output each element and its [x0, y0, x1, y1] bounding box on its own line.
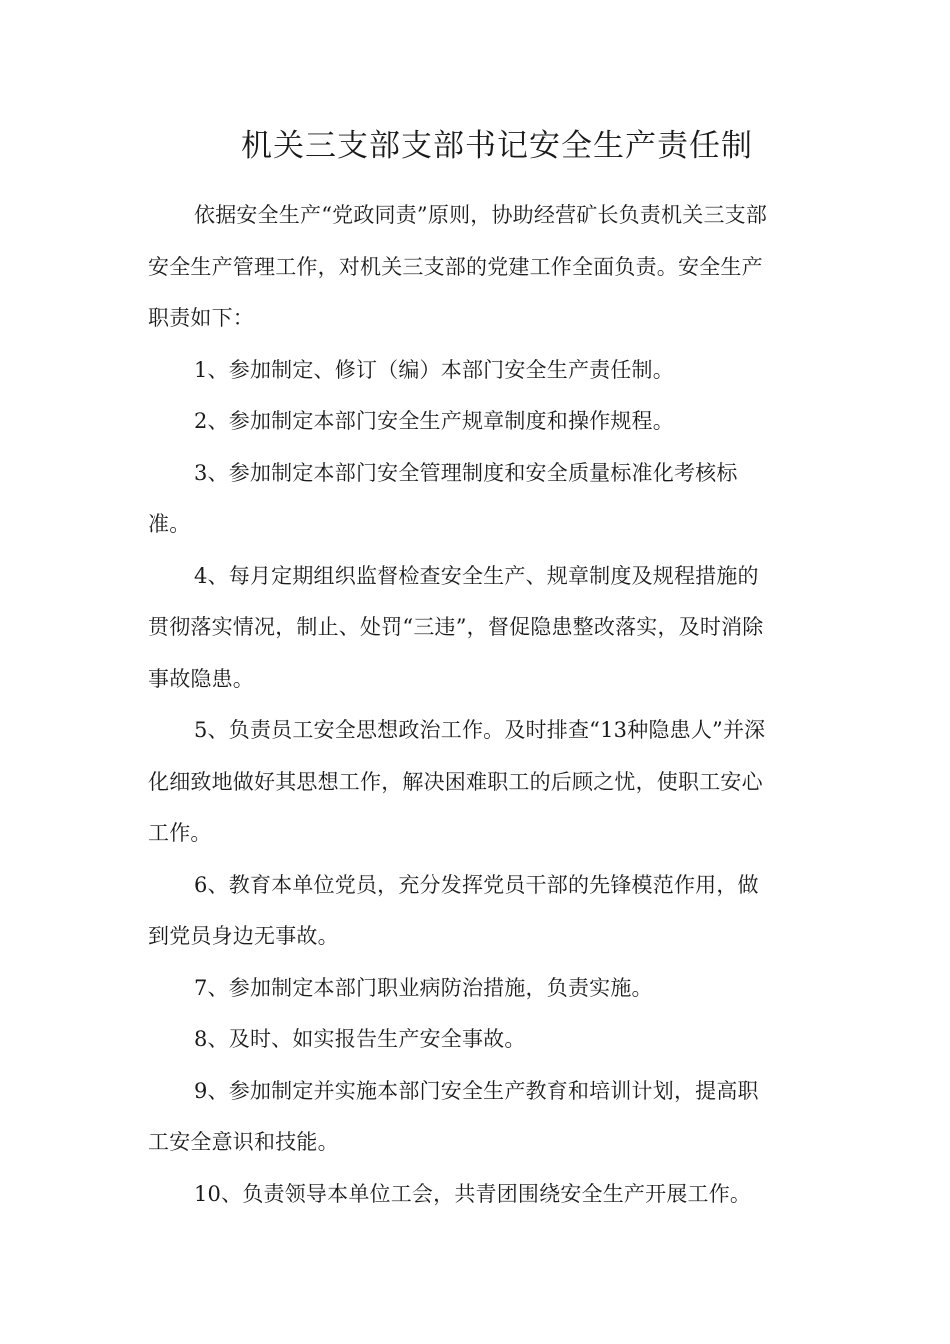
text-line: 工安全意识和技能。 — [148, 1130, 339, 1154]
text-line: 1、参加制定、修订（编）本部门安全生产责任制。 — [194, 357, 674, 382]
text-line: 职责如下： — [148, 306, 254, 330]
text-line: 3、参加制定本部门安全管理制度和安全质量标准化考核标 — [194, 460, 738, 485]
duty-item-10 — [148, 1169, 808, 1221]
text-line: 安全生产管理工作，对机关三支部的党建工作全面负责。安全生产 — [148, 254, 763, 279]
duty-item-4 — [148, 551, 808, 706]
text-line: 事故隐患。 — [148, 666, 254, 691]
duty-item-2 — [148, 396, 808, 448]
text-line: 4、每月定期组织监督检查安全生产、规章制度及规程措施的 — [194, 563, 759, 588]
document-title: 机关三支部支部书记安全生产责任制 — [241, 128, 753, 164]
text-line: 7、参加制定本部门职业病防治措施，负责实施。 — [194, 975, 653, 1000]
duty-item-5 — [148, 705, 808, 860]
intro-paragraph — [148, 190, 808, 345]
text-line: 贯彻落实情况，制止、处罚“三违”，督促隐患整改落实，及时消除 — [148, 615, 764, 639]
document-body — [148, 190, 808, 1220]
text-line: 2、参加制定本部门安全生产规章制度和操作规程。 — [194, 409, 674, 433]
duty-item-3 — [148, 448, 808, 551]
duty-item-8 — [148, 1014, 808, 1066]
duty-item-7 — [148, 963, 808, 1015]
text-line: 准。 — [148, 512, 191, 536]
text-line: 工作。 — [148, 821, 212, 845]
text-line: 10、负责领导本单位工会，共青团围绕安全生产开展工作。 — [194, 1181, 752, 1206]
duty-item-1 — [148, 345, 808, 397]
text-line: 6、教育本单位党员，充分发挥党员干部的先锋模范作用，做 — [194, 872, 759, 897]
text-line: 到党员身边无事故。 — [148, 924, 339, 948]
text-line: 化细致地做好其思想工作，解决困难职工的后顾之忧，使职工安心 — [148, 769, 763, 794]
duty-item-9 — [148, 1066, 808, 1169]
text-line: 依据安全生产“党政同责”原则，协助经营矿长负责机关三支部 — [194, 203, 768, 227]
text-line: 9、参加制定并实施本部门安全生产教育和培训计划，提高职 — [194, 1078, 759, 1103]
duty-item-6 — [148, 860, 808, 963]
text-line: 5、负责员工安全思想政治工作。及时排查“13种隐患人”并深 — [194, 718, 766, 742]
text-line: 8、及时、如实报告生产安全事故。 — [194, 1027, 526, 1051]
